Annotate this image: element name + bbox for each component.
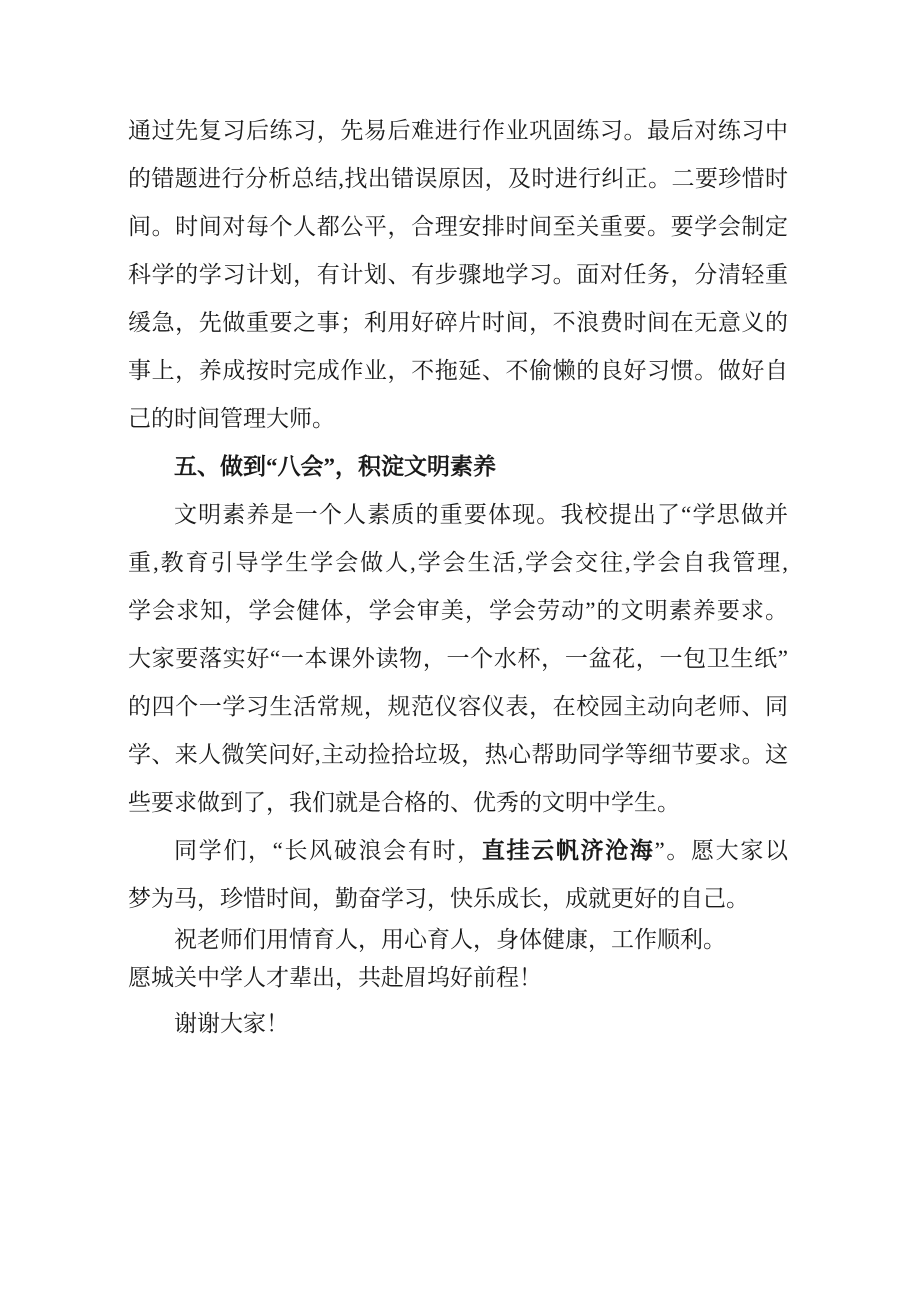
paragraph1-line-4: 科学的学习计划，有计划、有步骤地学习。面对任务，分清轻重 — [128, 262, 788, 287]
paragraph2-line-5: 的四个一学习生活常规，规范仪容仪表，在校园主动向老师、同 — [128, 694, 788, 719]
page-content — [128, 107, 788, 1049]
paragraph3-line-2: 梦为马，珍惜时间，勤奋学习，快乐成长，成就更好的自己。 — [128, 886, 749, 911]
paragraph1-line-7: 己的时间管理大师。 — [128, 406, 335, 431]
paragraph1-line-1: 通过先复习后练习，先易后难进行作业巩固练习。最后对练习中 — [128, 118, 788, 143]
paragraph3-line-1 — [128, 827, 788, 875]
closing-school-wish: 愿城关中学人才辈出，共赴眉坞好前程！ — [128, 965, 542, 990]
paragraph2-line-2: 重,教育引导学生学会做人,学会生活,学会交往,学会自我管理, — [128, 550, 788, 575]
quote-bold-text: 直挂云帆济沧海 — [481, 838, 655, 863]
section-heading: 五、做到“八会”，积淀文明素养 — [174, 454, 496, 479]
closing-teachers-wish: 祝老师们用情育人，用心育人，身体健康，工作顺利。 — [174, 927, 726, 952]
paragraph1-line-6: 事上，养成按时完成作业，不拖延、不偷懒的良好习惯。做好自 — [128, 358, 788, 383]
paragraph1-line-2: 的错题进行分析总结,找出错误原因，及时进行纠正。二要珍惜时 — [128, 166, 788, 191]
paragraph2-line-7: 些要求做到了，我们就是合格的、优秀的文明中学生。 — [128, 790, 680, 815]
paragraph2-line-3: 学会求知，学会健体，学会审美，学会劳动”的文明素养要求。 — [128, 598, 788, 623]
paragraph1-line-3: 间。时间对每个人都公平，合理安排时间至关重要。要学会制定 — [128, 214, 788, 239]
paragraph2-line-4: 大家要落实好“一本课外读物，一个水杯，一盆花，一包卫生纸” — [128, 646, 788, 671]
quote-prefix-text: 同学们，“长风破浪会有时， — [174, 838, 482, 863]
closing-thanks: 谢谢大家！ — [174, 1011, 289, 1036]
paragraph2-line-6: 学、来人微笑问好,主动捡拾垃圾，热心帮助同学等细节要求。这 — [128, 742, 788, 767]
paragraph2-line-1: 文明素养是一个人素质的重要体现。我校提出了“学思做并 — [174, 502, 788, 527]
quote-suffix-text: ”。愿大家以 — [654, 838, 788, 863]
paragraph1-line-5: 缓急，先做重要之事；利用好碎片时间，不浪费时间在无意义的 — [128, 310, 788, 335]
